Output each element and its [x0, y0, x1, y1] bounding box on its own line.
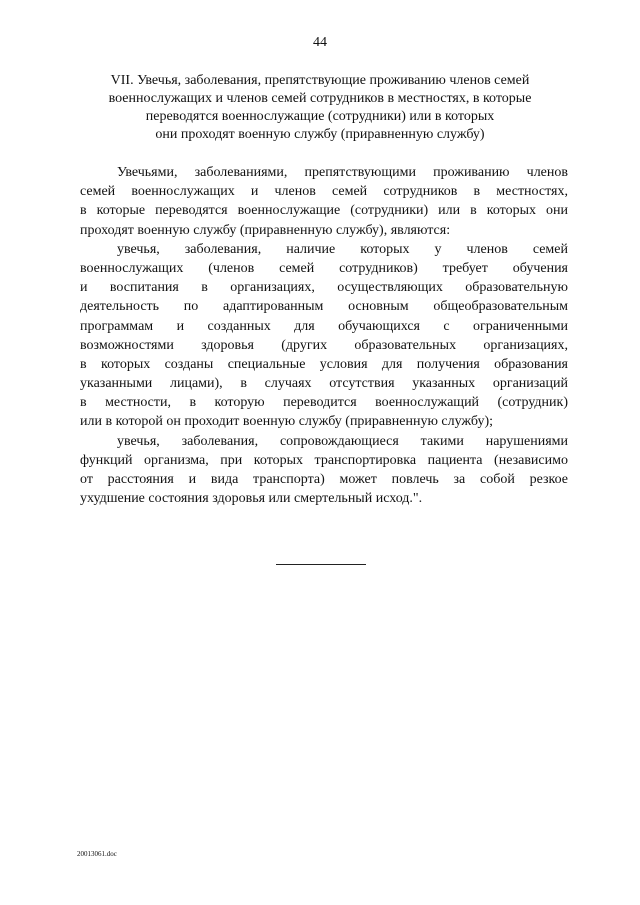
- text-line: увечья, заболевания, наличие которых у членов семей: [117, 241, 568, 257]
- footer-filename: 20013061.doc: [77, 850, 117, 858]
- text-line: семей военнослужащих и членов семей сотрудников в местностях,: [80, 184, 568, 200]
- paragraph-intro: [80, 163, 568, 240]
- paragraph-education: [80, 240, 568, 432]
- text-line: в местности, в которую переводится военнослужащий (сотрудник): [80, 395, 568, 411]
- text-line: возможностями здоровья (других образовательных организациях,: [80, 337, 568, 353]
- text-line: и воспитания в организациях, осуществляющих образовательную: [80, 280, 568, 296]
- heading-line: переводятся военнослужащие (сотрудники) или в которых: [145, 109, 495, 124]
- heading-line: VII. Увечья, заболевания, препятствующие проживанию членов семей: [110, 73, 530, 88]
- text-line: Увечьями, заболеваниями, препятствующими проживанию членов: [117, 165, 568, 180]
- text-line: указанными лицами), в случаях отсутствия указанных организаций: [80, 376, 568, 392]
- text-line: ухудшение состояния здоровья или смертельный исход.".: [80, 491, 423, 507]
- text-line: или в которой он проходит военную службу (приравненную службу);: [80, 414, 494, 430]
- text-line: в которых созданы специальные условия для получения образования: [80, 356, 568, 372]
- text-line: в которые переводятся военнослужащие (сотрудники) или в которых они: [80, 203, 568, 219]
- text-line: военнослужащих (членов семей сотрудников) требует обучения: [80, 260, 568, 276]
- text-line: функций организма, при которых транспортировка пациента (независимо: [80, 452, 568, 468]
- text-line: деятельность по адаптированным основным общеобразовательным: [80, 299, 568, 315]
- heading-line: они проходят военную службу (приравненную службу): [155, 127, 485, 142]
- heading-line: военнослужащих и членов семей сотрудников в местностях, в которые: [108, 91, 532, 106]
- text-line: увечья, заболевания, сопровождающиеся такими нарушениями: [117, 433, 568, 449]
- document-body: [80, 163, 568, 508]
- text-line: проходят военную службу (приравненную службу), являются:: [80, 222, 451, 238]
- section-heading: [80, 72, 560, 144]
- page-number: 44: [313, 35, 327, 50]
- text-line: от расстояния и вида транспорта) может повлечь за собой резкое: [80, 472, 568, 487]
- end-divider: [276, 564, 366, 565]
- text-line: программам и созданных для обучающихся с ограниченными: [80, 318, 568, 334]
- paragraph-transport: [80, 432, 568, 509]
